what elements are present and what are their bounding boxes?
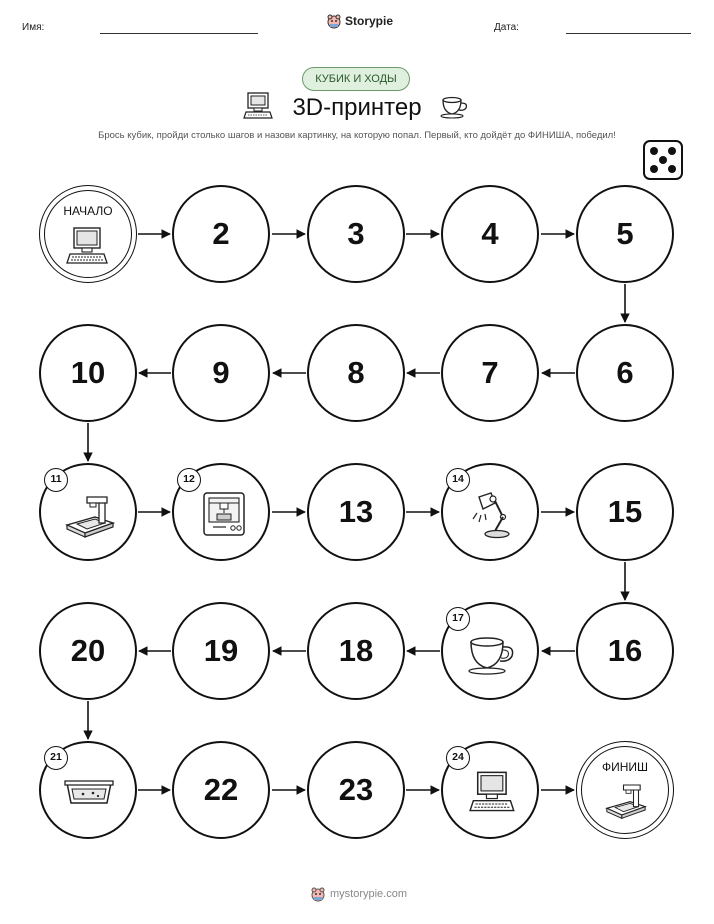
cell-small-number: 11: [44, 468, 68, 492]
board-cell-finish: [576, 741, 674, 839]
board-cell: [39, 324, 137, 422]
cell-number: 10: [70, 355, 106, 390]
date-label: Дата:: [494, 22, 519, 33]
cell-small-number: 17: [446, 607, 470, 631]
board-cell: [172, 602, 270, 700]
board-cell-picture: [441, 463, 539, 561]
computer-icon: [469, 769, 517, 815]
scanner-icon: [63, 491, 117, 539]
3d-printer-icon: [200, 489, 248, 539]
cell-number: 8: [347, 355, 365, 390]
finish-label: ФИНИШ: [601, 760, 649, 774]
board-cell: [307, 602, 405, 700]
board-cell: [441, 324, 539, 422]
cell-number: 23: [338, 772, 374, 807]
cell-number: 16: [607, 633, 643, 668]
board-cell: [172, 741, 270, 839]
board-cell: [576, 602, 674, 700]
computer-icon: [66, 226, 110, 266]
cell-number: 7: [481, 355, 499, 390]
board-cell: [307, 185, 405, 283]
page-title: 3D-принтер: [292, 94, 422, 121]
storypie-mascot-icon: [310, 886, 326, 902]
board-cell: [307, 463, 405, 561]
board-cell: [172, 324, 270, 422]
cell-number: 20: [70, 633, 106, 668]
cell-number: 4: [481, 216, 499, 251]
footer-url: mystorypie.com: [330, 888, 408, 900]
brand-name: Storypie: [345, 14, 394, 28]
board-cell: [576, 185, 674, 283]
cell-small-number: 12: [177, 468, 201, 492]
cell-number: 3: [347, 216, 365, 251]
cup-icon: [467, 634, 519, 676]
cell-small-number: 14: [446, 468, 470, 492]
board-cell: [172, 185, 270, 283]
board-cell-picture: [39, 463, 137, 561]
cell-number: 22: [203, 772, 239, 807]
board-cell: [441, 185, 539, 283]
board-cell: [307, 324, 405, 422]
desk-lamp-icon: [469, 489, 519, 541]
cell-number: 2: [212, 216, 230, 251]
game-type-badge: КУБИК И ХОДЫ: [302, 67, 410, 91]
cell-number: 15: [607, 494, 643, 529]
board-cell-picture: [39, 741, 137, 839]
board-cell-picture: [441, 741, 539, 839]
board-cell: [576, 324, 674, 422]
board-cell: [307, 741, 405, 839]
board-cell-picture: [172, 463, 270, 561]
cell-number: 6: [616, 355, 634, 390]
board-cell-start: [39, 185, 137, 283]
cell-small-number: 21: [44, 746, 68, 770]
board-cell: [576, 463, 674, 561]
cell-number: 9: [212, 355, 230, 390]
start-label: НАЧАЛО: [63, 204, 113, 218]
name-label: Имя:: [22, 22, 45, 33]
cell-number: 13: [338, 494, 374, 529]
cell-number: 5: [616, 216, 634, 251]
cell-number: 18: [338, 633, 374, 668]
instructions: Брось кубик, пройди столько шагов и назови картинку, на которую попал. Первый, кто дойдёт до ФИНИША, победил!: [98, 130, 616, 141]
scanner-icon: [603, 780, 649, 820]
cell-small-number: 24: [446, 746, 470, 770]
board-cell: [39, 602, 137, 700]
board-cell-picture: [441, 602, 539, 700]
cell-number: 19: [203, 633, 239, 668]
footer: [310, 886, 407, 902]
resin-tray-icon: [63, 773, 117, 813]
